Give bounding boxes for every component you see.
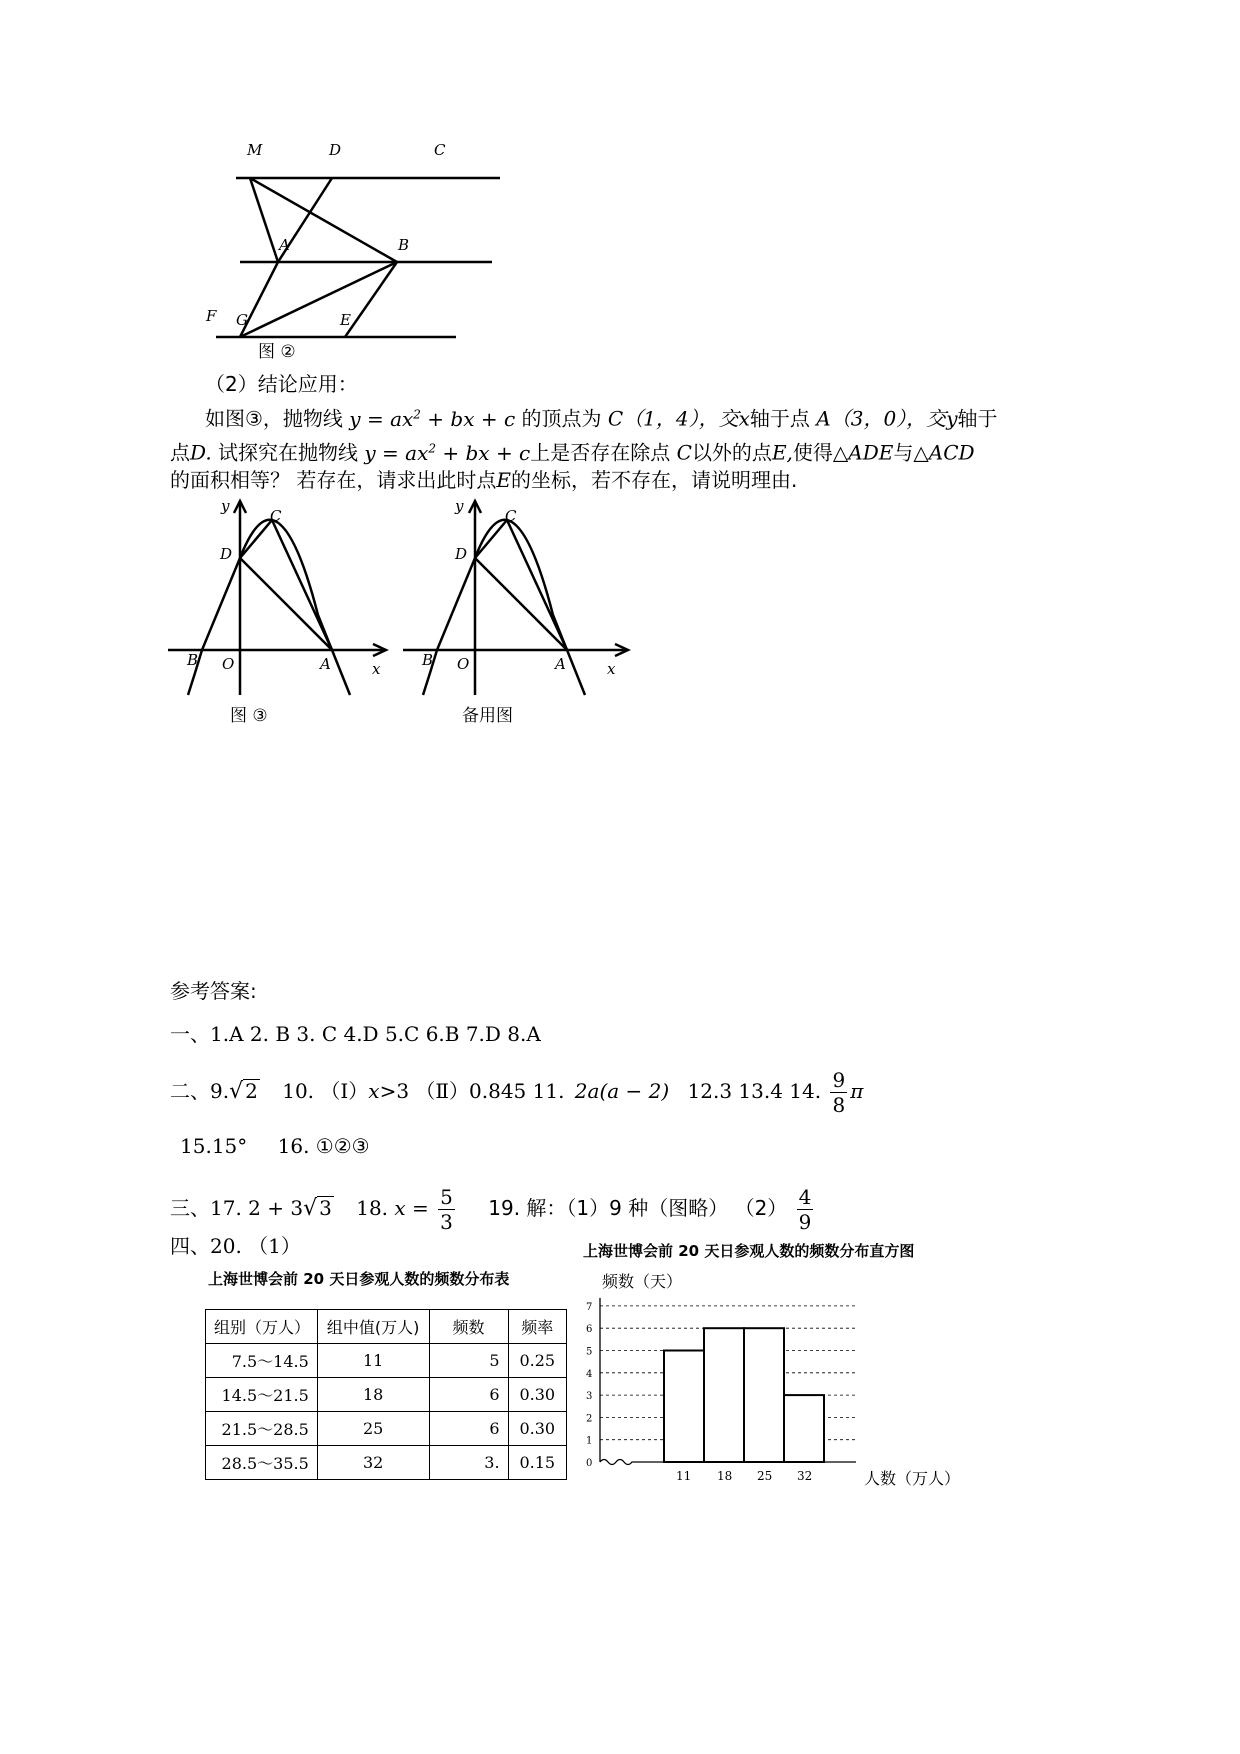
part2-line3: 的面积相等？ 若存在，请求出此时点E的坐标，若不存在，请说明理由.: [170, 468, 798, 492]
table-row: [206, 1446, 567, 1480]
y-tick-label: 3: [586, 1391, 593, 1403]
table-row: [206, 1378, 567, 1412]
fig3-label-C: C: [270, 507, 282, 525]
figure-3-caption: 图 ③: [230, 706, 268, 726]
backup-label-x: x: [607, 660, 616, 678]
table-header: 组中值(万人): [317, 1310, 429, 1344]
x-tick-label: 25: [757, 1469, 773, 1483]
table-cell: 25: [317, 1412, 429, 1446]
backup-label-y: y: [455, 497, 464, 515]
backup-label-B: B: [422, 651, 434, 669]
table-title: 上海世博会前 20 天日参观人数的频数分布表: [208, 1270, 510, 1288]
table-cell: 6: [429, 1378, 508, 1412]
y-tick-label: 6: [586, 1324, 593, 1336]
table-cell: 28.5～35.5: [206, 1446, 318, 1480]
table-header: 频数: [429, 1310, 508, 1344]
fig3-label-D: D: [220, 545, 233, 563]
table-cell: 18: [317, 1378, 429, 1412]
figure-3: [160, 495, 400, 705]
y-tick-label: 0: [586, 1458, 593, 1469]
answers-row-1: 一、1.A 2. B 3. C 4.D 5.C 6.B 7.D 8.A: [170, 1022, 541, 1046]
fig3-label-O: O: [222, 655, 235, 673]
label-C: C: [434, 141, 446, 159]
table-cell: 0.30: [508, 1412, 566, 1446]
y-tick-label: 4: [586, 1368, 593, 1380]
fig3-label-A: A: [320, 655, 331, 673]
backup-figure: [395, 495, 635, 705]
answers-row-5: 四、20. （1）: [170, 1234, 301, 1258]
label-B: B: [398, 236, 410, 254]
x-tick-label: 11: [676, 1469, 692, 1483]
backup-figure-caption: 备用图: [462, 706, 513, 726]
x-tick-label: 32: [797, 1469, 813, 1483]
table-row: [206, 1412, 567, 1446]
answers-row-4: 三、17. 2 + 3√ 3 18. x = $\frac{5}{3}$ 19. 解：（1）9 种（图略） （2） $\frac{4}{9}$: [170, 1185, 812, 1234]
answers-heading: 参考答案:: [170, 979, 257, 1003]
label-G: G: [236, 311, 248, 329]
table-cell: 0.25: [508, 1344, 566, 1378]
part2-line2: 点D. 试探究在抛物线 $y = ax^2$ + bx + c上是否存在除点 C以外的点E,使得△ADE与△ACD: [170, 440, 975, 465]
part2-line1: 如图③，抛物线 $y = ax^2$ + bx + c 的顶点为 C（1，4），交x轴于点 A（3，0），交y轴于: [205, 406, 998, 431]
table-row: [206, 1344, 567, 1378]
label-D: D: [329, 141, 342, 159]
y-tick-label: 1: [586, 1435, 593, 1447]
histogram-bar: [744, 1328, 784, 1462]
table-cell: 0.30: [508, 1378, 566, 1412]
histogram-bar: [704, 1328, 744, 1462]
table-cell: 21.5～28.5: [206, 1412, 318, 1446]
label-M: M: [247, 141, 263, 159]
chart-ylabel: 频数（天）: [602, 1272, 683, 1291]
table-cell: 0.15: [508, 1446, 566, 1480]
table-header: 频率: [508, 1310, 566, 1344]
fig3-label-x: x: [372, 660, 381, 678]
label-F: F: [206, 307, 217, 325]
figure-2-caption: 图 ②: [258, 342, 296, 362]
backup-label-C: C: [505, 507, 517, 525]
backup-label-A: A: [555, 655, 566, 673]
answers-row-2: 二、9.√ 2 10. （Ⅰ）x>3 （Ⅱ）0.845 11. 2a(a − 2) 12.3 13.4 14. $\frac{9}{8}$ π: [170, 1068, 864, 1117]
answers-row-3: 15.15° 16. ①②③: [180, 1134, 370, 1158]
histogram-bar: [664, 1351, 704, 1463]
figure-2: [200, 150, 520, 350]
label-E: E: [340, 311, 351, 329]
label-A: A: [279, 236, 290, 254]
table-cell: 6: [429, 1412, 508, 1446]
table-cell: 7.5～14.5: [206, 1344, 318, 1378]
table-header: 组别（万人）: [206, 1310, 318, 1344]
chart-title: 上海世博会前 20 天日参观人数的频数分布直方图: [583, 1242, 915, 1260]
table-cell: 3.: [429, 1446, 508, 1480]
x-tick-label: 18: [717, 1469, 733, 1483]
backup-label-D: D: [455, 545, 468, 563]
table-cell: 32: [317, 1446, 429, 1480]
fig3-label-B: B: [187, 651, 199, 669]
table-header-row: [206, 1310, 567, 1344]
part2-heading: （2）结论应用：: [205, 372, 358, 396]
backup-label-O: O: [457, 655, 470, 673]
table-cell: 5: [429, 1344, 508, 1378]
frequency-table: [205, 1309, 567, 1480]
fig3-label-y: y: [221, 497, 230, 515]
y-tick-label: 7: [586, 1301, 593, 1313]
y-tick-label: 2: [586, 1413, 593, 1425]
histogram-bar: [784, 1395, 824, 1462]
chart-xlabel: 人数（万人）: [864, 1469, 961, 1488]
table-cell: 11: [317, 1344, 429, 1378]
table-cell: 14.5～21.5: [206, 1378, 318, 1412]
y-tick-label: 5: [586, 1346, 593, 1358]
histogram: [560, 1290, 880, 1490]
